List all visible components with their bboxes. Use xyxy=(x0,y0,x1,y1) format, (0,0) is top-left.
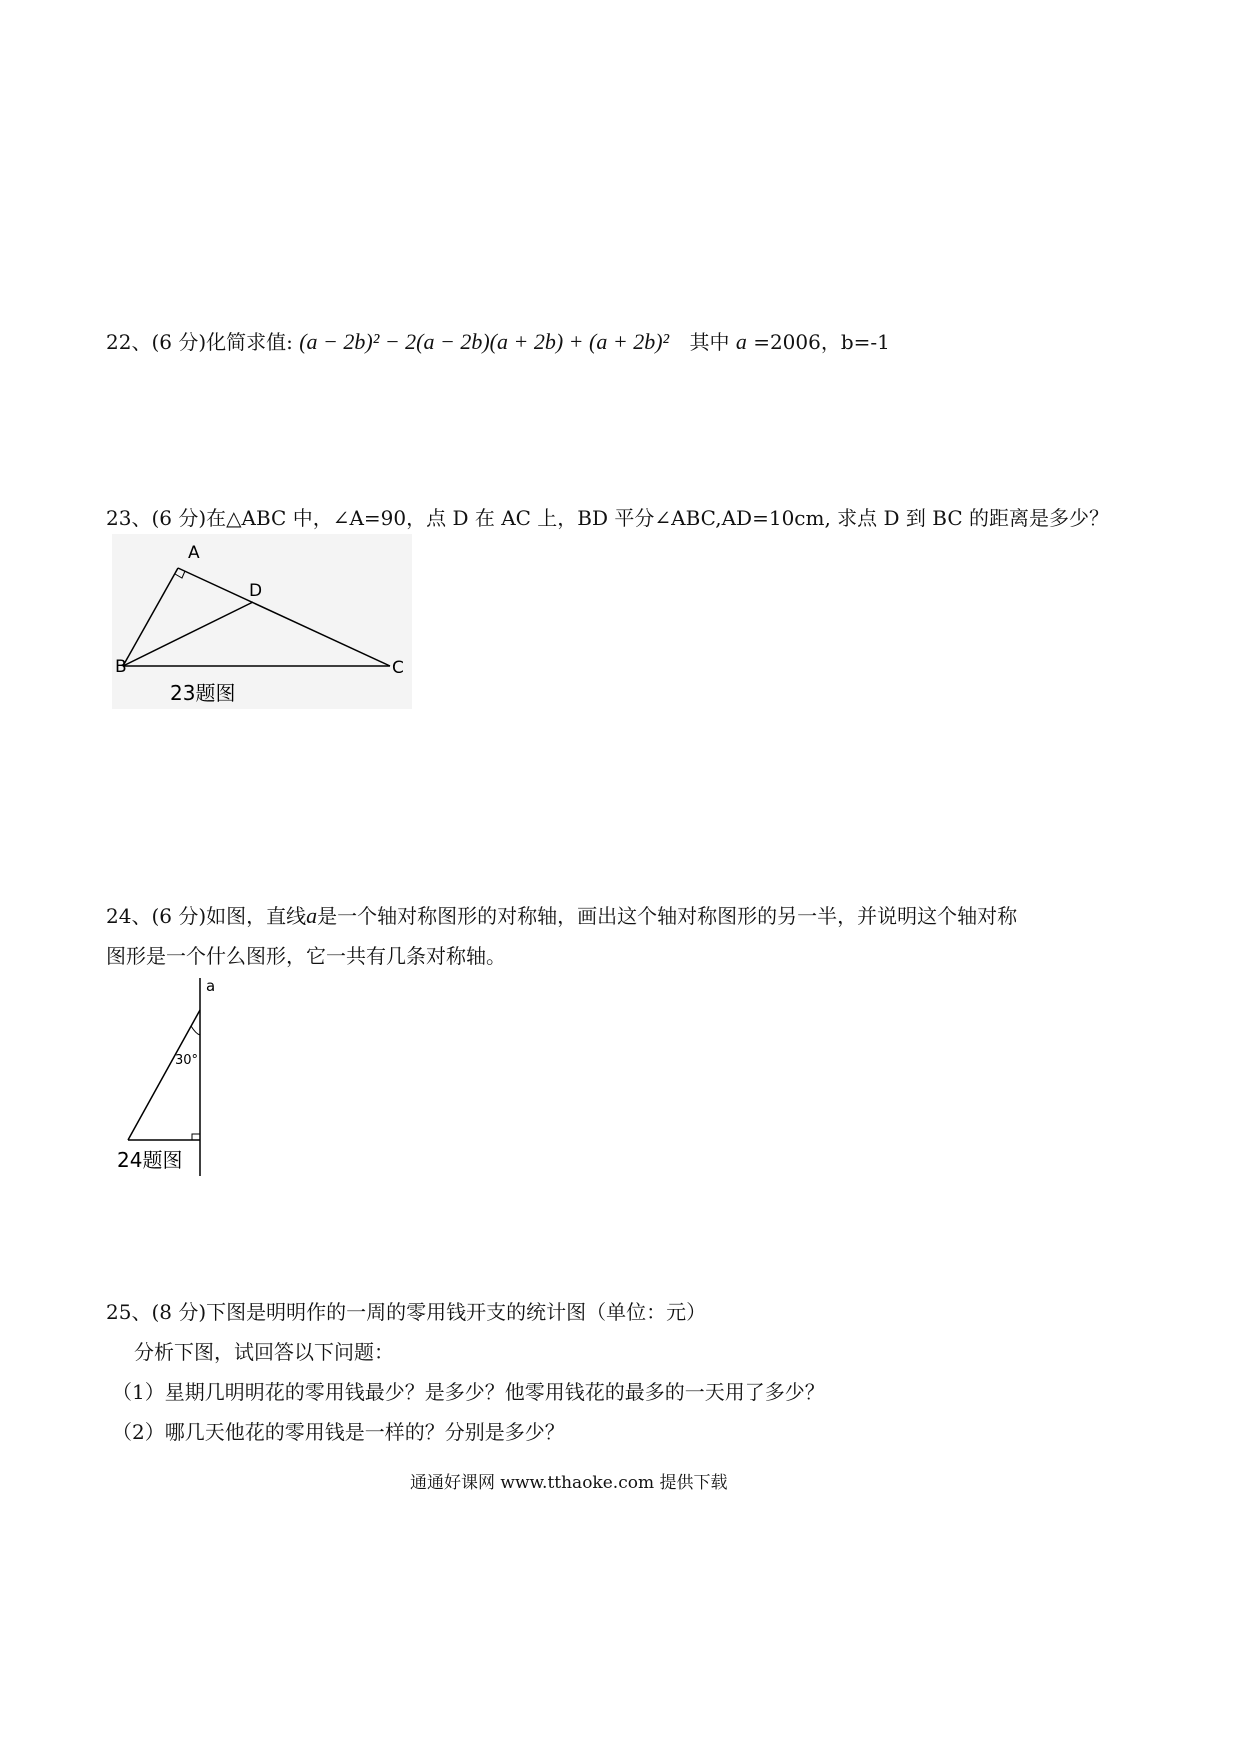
question-22 xyxy=(106,326,890,355)
figure-23-caption: 23题图 xyxy=(170,681,236,705)
question-23-text: 23、(6 分)在△ABC 中，∠A=90，点 D 在 AC 上，BD 平分∠ABC,AD=10cm, 求点 D 到 BC 的距离是多少？ xyxy=(106,506,1110,530)
question-22-condition-prefix: 其中 xyxy=(689,330,730,354)
triangle-hypotenuse xyxy=(128,1010,200,1140)
angle-label: 30° xyxy=(175,1053,199,1068)
label-a: A xyxy=(188,543,200,563)
label-b: B xyxy=(115,657,127,677)
angle-arc xyxy=(191,1026,200,1035)
question-22-prefix: 22、(6 分)化简求值: xyxy=(106,330,293,354)
question-22-condition: =2006，b=-1 xyxy=(753,330,890,354)
figure-24-caption: 24题图 xyxy=(117,1148,183,1172)
axis-label-a: a xyxy=(206,977,216,995)
question-22-condition-variable: a xyxy=(735,329,747,354)
question-24-line-1-prefix: 24、(6 分)如图，直线 xyxy=(106,904,307,928)
question-24-line-1-rest: 是一个轴对称图形的对称轴，画出这个轴对称图形的另一半，并说明这个轴对称 xyxy=(317,904,1018,928)
question-24-line-1 xyxy=(106,900,1017,929)
figure-23-background xyxy=(112,534,412,709)
right-angle-mark xyxy=(192,1134,200,1140)
question-25-title: 25、(8 分)下图是明明作的一周的零用钱开支的统计图（单位：元） xyxy=(106,1300,707,1324)
label-d: D xyxy=(249,581,263,601)
question-24-line-2: 图形是一个什么图形，它一共有几条对称轴。 xyxy=(106,944,506,968)
figure-24 xyxy=(112,976,242,1181)
label-c: C xyxy=(392,658,404,678)
question-22-formula: (a − 2b)² − 2(a − 2b)(a + 2b) + (a + 2b)² xyxy=(299,329,670,354)
question-25-sub-1: （1）星期几明明花的零用钱最少？是多少？他零用钱花的最多的一天用了多少？ xyxy=(112,1380,825,1404)
question-25-sub-2: （2）哪几天他花的零用钱是一样的？分别是多少？ xyxy=(112,1420,565,1444)
question-25-intro: 分析下图，试回答以下问题： xyxy=(134,1340,394,1364)
question-24-line-variable: a xyxy=(306,903,318,928)
figure-23 xyxy=(112,534,412,709)
footer: 通通好课网 www.tthaoke.com 提供下载 xyxy=(410,1473,728,1493)
